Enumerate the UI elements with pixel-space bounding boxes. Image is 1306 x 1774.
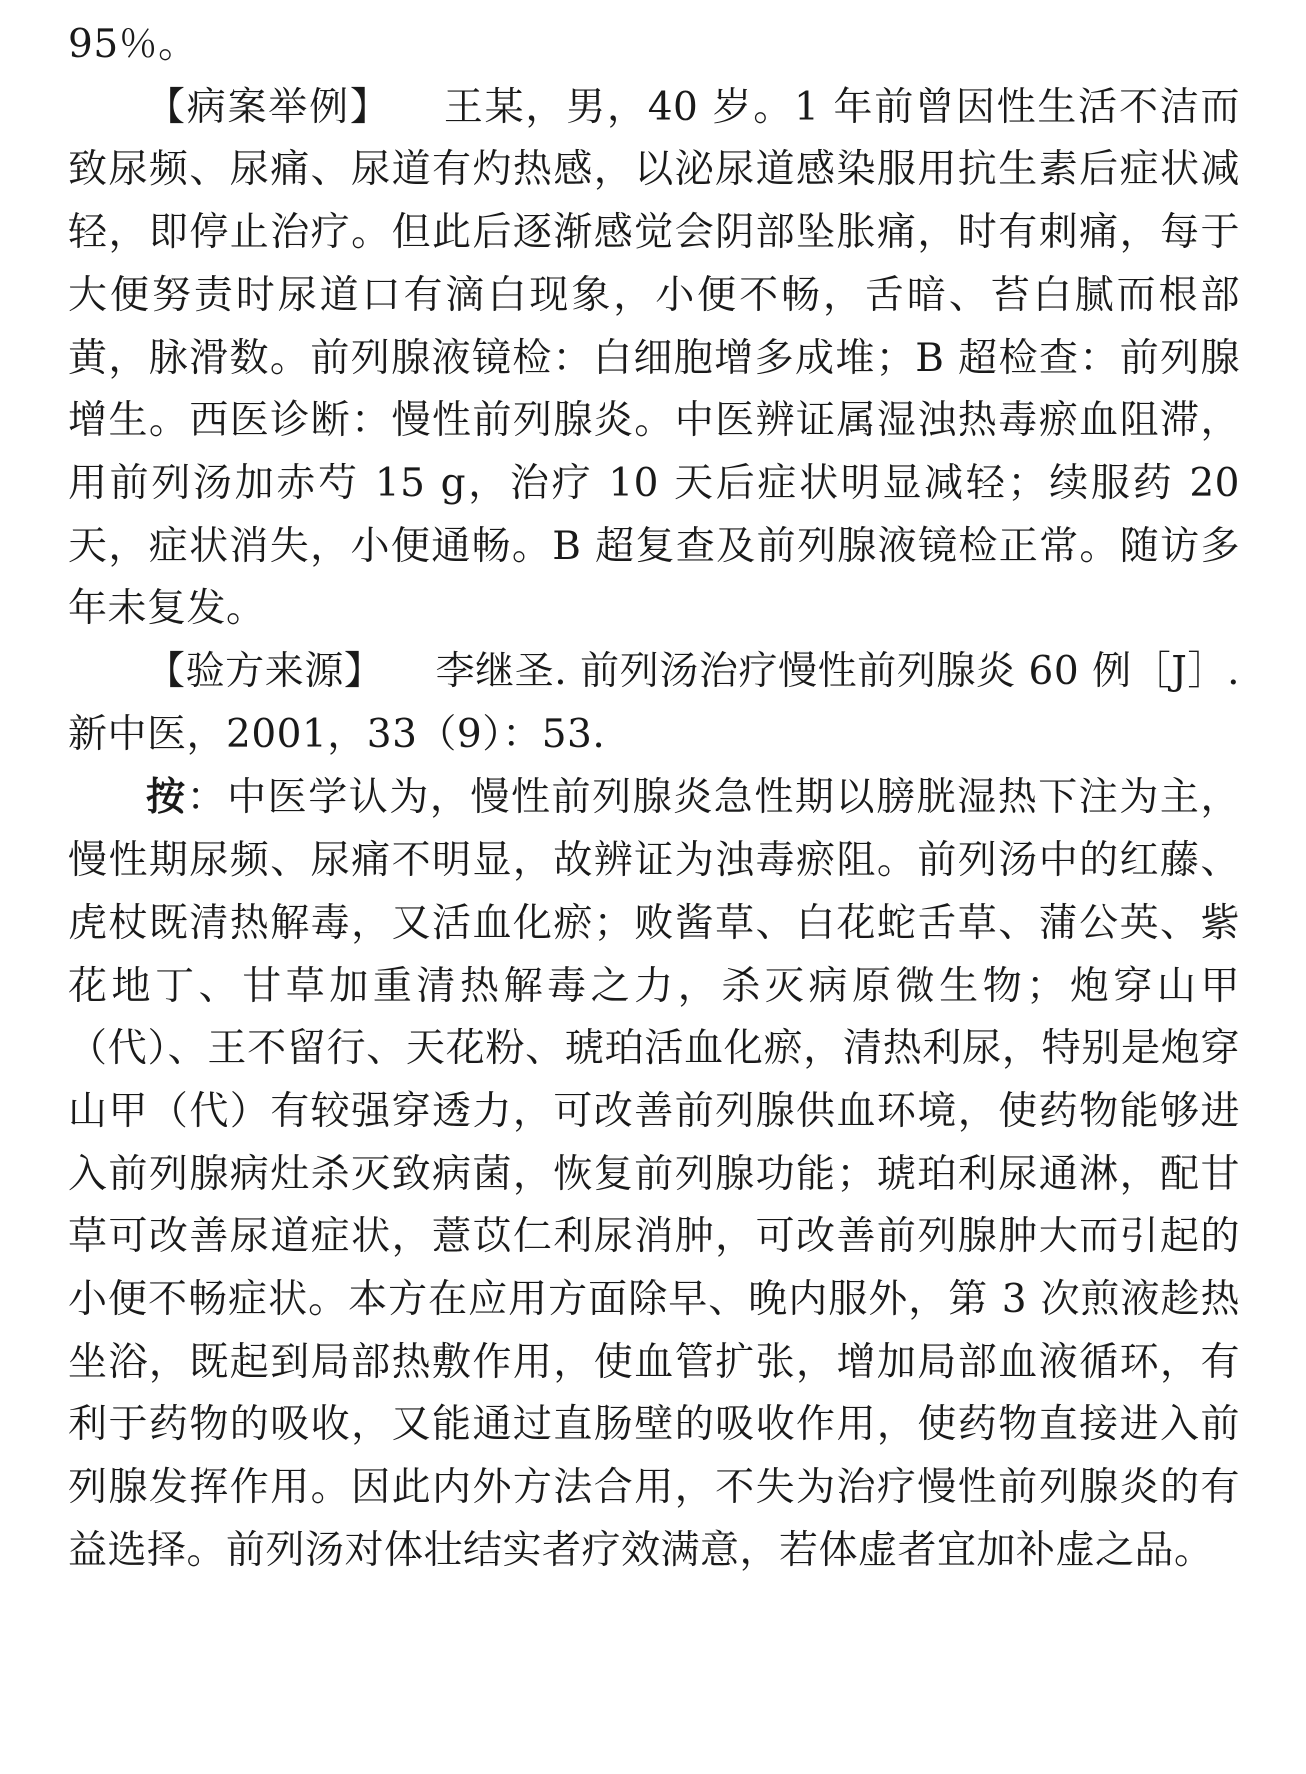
case-example-paragraph xyxy=(68,77,1240,641)
note-text: ：中医学认为，慢性前列腺炎急性期以膀胱湿热下注为主，慢性期尿频、尿痛不明显，故辨证为浊毒瘀阻。前列汤中的红藤、虎杖既清热解毒，又活血化瘀；败酱草、白花蛇舌草、蒲公英、紫花地丁、甘草加重清热解毒之力，杀灭病原微生物；炮穿山甲（代）、王不留行、天花粉、琥珀活血化瘀，清热利尿，特别是炮穿山甲（代）有较强穿透力，可改善前列腺供血环境，使药物能够进入前列腺病灶杀灭致病菌，恢复前列腺功能；琥珀利尿通淋，配甘草可改善尿道症状，薏苡仁利尿消肿，可改善前列腺肿大而引起的小便不畅症状。本方在应用方面除早、晚内服外，第 3 次煎液趁热坐浴，既起到局部热敷作用，使血管扩张，增加局部血液循环，有利于药物的吸收，又能通过直肠壁的吸收作用，使药物直接进入前列腺发挥作用。因此内外方法合用，不失为治疗慢性前列腺炎的有益选择。前列汤对体壮结实者疗效满意，若体虚者宜加补虚之品。 xyxy=(68,775,1240,1573)
note-paragraph xyxy=(68,766,1240,1582)
case-example-label: 【病案举例】 xyxy=(146,84,391,130)
source-label: 【验方来源】 xyxy=(146,649,384,695)
carryover-line: 95％。 xyxy=(68,22,198,67)
document-page xyxy=(68,14,1240,1583)
carryover-text xyxy=(68,14,1240,77)
note-label: 按 xyxy=(146,774,187,821)
case-example-text: 王某，男，40 岁。1 年前曾因性生活不洁而致尿频、尿痛、尿道有灼热感，以泌尿道感染服用抗生素后症状减轻，即停止治疗。但此后逐渐感觉会阴部坠胀痛，时有刺痛，每于大便努责时尿道口有滴白现象，小便不畅，舌暗、苔白腻而根部黄，脉滑数。前列腺液镜检：白细胞增多成堆；B 超检查：前列腺增生。西医诊断：慢性前列腺炎。中医辨证属湿浊热毒瘀血阻滞，用前列汤加赤芍 15 g，治疗 10 天后症状明显减轻；续服药 20 天，症状消失，小便通畅。B 超复查及前列腺液镜检正常。随访多年未复发。 xyxy=(68,84,1240,632)
source-paragraph xyxy=(68,641,1240,766)
source-text: 李继圣. 前列汤治疗慢性前列腺炎 60 例［J］. 新中医，2001，33（9）：53. xyxy=(68,649,1240,757)
